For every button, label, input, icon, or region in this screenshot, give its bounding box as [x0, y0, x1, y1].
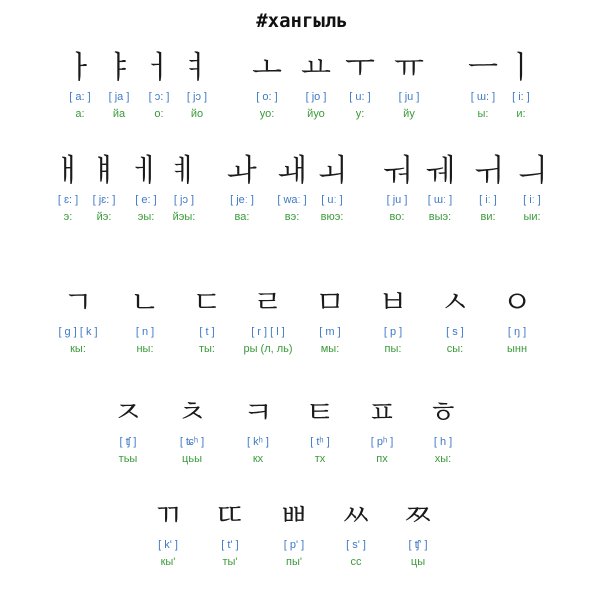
hangul-letter: ㅣ [506, 50, 536, 86]
letter-row [0, 498, 604, 568]
letter-cell [388, 498, 448, 569]
ipa-transcription: [ s ] [446, 326, 464, 338]
russian-pronunciation: вэ: [284, 211, 300, 223]
russian-pronunciation: сс [350, 556, 362, 568]
hangul-letter: ㅡ [468, 50, 498, 86]
hangul-letter: ㅘ [227, 153, 257, 189]
russian-pronunciation: а: [75, 108, 85, 120]
russian-pronunciation: ры (л, ль) [243, 343, 293, 355]
ipa-transcription: [ pʰ ] [370, 436, 394, 448]
ipa-transcription: [ t' ] [221, 539, 239, 551]
hangul-letter: ㅚ [317, 153, 347, 189]
russian-pronunciation: тх [314, 453, 326, 465]
russian-pronunciation: йа [112, 108, 126, 120]
ipa-transcription: [ ɔ: ] [148, 91, 170, 103]
hangul-letter: ㅎ [428, 395, 458, 431]
ipa-transcription: [ a: ] [69, 91, 91, 103]
ipa-transcription: [ jɔ ] [173, 194, 195, 206]
ipa-transcription: [ ʧ ] [119, 436, 137, 448]
hangul-letter: ㅜ [345, 50, 375, 86]
letter-cell [302, 153, 362, 224]
hangul-letter: ㅠ [394, 50, 424, 86]
hangul-letter: ㅖ [169, 153, 199, 189]
hangul-letter: ㅙ [277, 153, 307, 189]
ipa-transcription: [ r ] [ l ] [251, 326, 285, 338]
letter-cell [502, 153, 562, 224]
letter-cell [326, 498, 386, 569]
russian-pronunciation: пх [376, 453, 388, 465]
ipa-transcription: [ waː ] [277, 194, 307, 206]
letter-cell [238, 285, 298, 356]
letter-cell [290, 395, 350, 466]
letter-cell [177, 285, 237, 356]
russian-pronunciation: ва: [234, 211, 250, 223]
ipa-transcription: [ n ] [135, 326, 155, 338]
ipa-transcription: [ ja ] [108, 91, 130, 103]
hangul-letter: ㄴ [130, 285, 160, 321]
hangul-letter: ㅕ [182, 50, 212, 86]
letter-cell [154, 153, 214, 224]
letter-cell [48, 285, 108, 356]
russian-pronunciation: йу [403, 108, 415, 120]
ipa-transcription: [ ɯː ] [427, 194, 453, 206]
ipa-transcription: [ ŋ ] [507, 326, 527, 338]
letter-cell [228, 395, 288, 466]
hangul-letter: ㅑ [104, 50, 134, 86]
hangul-letter: ㅏ [65, 50, 95, 86]
russian-pronunciation: ы: [477, 108, 489, 120]
letter-row [0, 285, 604, 355]
ipa-transcription: [ t ] [199, 326, 215, 338]
russian-pronunciation: сы: [446, 343, 464, 355]
russian-pronunciation: кх [252, 453, 264, 465]
russian-pronunciation: ты' [222, 556, 238, 568]
ipa-transcription: [ ju ] [386, 194, 408, 206]
ipa-transcription: [ e: ] [135, 194, 157, 206]
letter-row [0, 50, 604, 120]
ipa-transcription: [ ʨʰ ] [179, 436, 205, 448]
ipa-transcription: [ tʰ ] [310, 436, 330, 448]
letter-cell [491, 50, 551, 121]
russian-pronunciation: цы [410, 556, 426, 568]
hangul-letter: ㅔ [131, 153, 161, 189]
letter-cell [98, 395, 158, 466]
hangul-letter: ㅆ [341, 498, 371, 534]
russian-pronunciation: вюэ: [320, 211, 344, 223]
russian-pronunciation: кы: [70, 343, 86, 355]
hangul-letter: ㅞ [425, 153, 455, 189]
letter-cell [162, 395, 222, 466]
ipa-transcription: [ g ] [ k ] [58, 326, 98, 338]
letter-cell [167, 50, 227, 121]
hangul-letter: ㄱ [63, 285, 93, 321]
ipa-transcription: [ kʰ ] [247, 436, 269, 448]
russian-pronunciation: ви: [480, 211, 496, 223]
hangul-letter: ㅅ [440, 285, 470, 321]
ipa-transcription: [ ʧ' ] [408, 539, 428, 551]
russian-pronunciation: йо [190, 108, 204, 120]
letter-cell [487, 285, 547, 356]
hangul-letter: ㅈ [113, 395, 143, 431]
ipa-transcription: [ uː ] [321, 194, 343, 206]
ipa-transcription: [ p' ] [283, 539, 305, 551]
russian-pronunciation: ны: [136, 343, 154, 355]
ipa-transcription: [ jɛ: ] [92, 194, 116, 206]
ipa-transcription: [ jeː ] [230, 194, 254, 206]
hangul-letter: ㅛ [301, 50, 331, 86]
russian-pronunciation: пы: [384, 343, 402, 355]
letter-cell [200, 498, 260, 569]
letter-cell [115, 285, 175, 356]
russian-pronunciation: ты: [198, 343, 215, 355]
letter-cell [425, 285, 485, 356]
russian-pronunciation: о: [154, 108, 164, 120]
hangul-letter: ㄲ [153, 498, 183, 534]
hangul-letter: ㅢ [517, 153, 547, 189]
russian-pronunciation: эы: [137, 211, 155, 223]
letter-cell [352, 395, 412, 466]
ipa-transcription: [ iː ] [523, 194, 541, 206]
letter-cell [264, 498, 324, 569]
ipa-transcription: [ p ] [383, 326, 403, 338]
russian-pronunciation: йуо [307, 108, 325, 120]
hangul-letter: ㅌ [305, 395, 335, 431]
hangul-letter: ㄸ [215, 498, 245, 534]
ipa-transcription: [ ju ] [398, 91, 420, 103]
hangul-letter: ㅐ [53, 153, 83, 189]
russian-pronunciation: тьы [118, 453, 138, 465]
letter-cell [363, 285, 423, 356]
hangul-letter: ㅒ [89, 153, 119, 189]
hangul-letter: ㅇ [502, 285, 532, 321]
russian-pronunciation: кы' [160, 556, 176, 568]
russian-pronunciation: йэы: [172, 211, 196, 223]
letter-cell [413, 395, 473, 466]
russian-pronunciation: уо: [259, 108, 275, 120]
russian-pronunciation: у: [355, 108, 365, 120]
russian-pronunciation: хы: [434, 453, 452, 465]
russian-pronunciation: выэ: [428, 211, 452, 223]
ipa-transcription: [ jo ] [305, 91, 327, 103]
ipa-transcription: [ o: ] [256, 91, 278, 103]
russian-pronunciation: во: [389, 211, 405, 223]
letter-cell [300, 285, 360, 356]
letter-row [0, 153, 604, 223]
russian-pronunciation: ыи: [523, 211, 541, 223]
hangul-letter: ㄷ [192, 285, 222, 321]
russian-pronunciation: ынн [506, 343, 528, 355]
hangul-letter: ㅉ [403, 498, 433, 534]
ipa-transcription: [ k' ] [158, 539, 178, 551]
ipa-transcription: [ ɯ: ] [470, 91, 496, 103]
hangul-letter: ㄹ [253, 285, 283, 321]
hangul-letter: ㅃ [279, 498, 309, 534]
ipa-transcription: [ h ] [433, 436, 453, 448]
russian-pronunciation: мы: [320, 343, 340, 355]
ipa-transcription: [ s' ] [346, 539, 366, 551]
page-title: #хангыль [256, 10, 348, 32]
hangul-letter: ㅁ [315, 285, 345, 321]
ipa-transcription: [ iː ] [479, 194, 497, 206]
ipa-transcription: [ jɔ ] [186, 91, 208, 103]
ipa-transcription: [ i: ] [512, 91, 530, 103]
russian-pronunciation: и: [516, 108, 526, 120]
russian-pronunciation: йэ: [96, 211, 112, 223]
hangul-letter: ㅂ [378, 285, 408, 321]
ipa-transcription: [ ɛ: ] [57, 194, 79, 206]
letter-cell [138, 498, 198, 569]
ipa-transcription: [ u: ] [349, 91, 371, 103]
hangul-letter: ㅋ [243, 395, 273, 431]
ipa-transcription: [ m ] [319, 326, 341, 338]
hangul-letter: ㅓ [144, 50, 174, 86]
hangul-letter: ㅟ [473, 153, 503, 189]
letter-cell [379, 50, 439, 121]
hangul-letter: ㅝ [382, 153, 412, 189]
russian-pronunciation: пы' [286, 556, 302, 568]
hangul-letter: ㅗ [252, 50, 282, 86]
hangul-letter: ㅍ [367, 395, 397, 431]
letter-row [0, 395, 604, 465]
russian-pronunciation: цьы [182, 453, 202, 465]
russian-pronunciation: э: [63, 211, 73, 223]
hangul-letter: ㅊ [177, 395, 207, 431]
